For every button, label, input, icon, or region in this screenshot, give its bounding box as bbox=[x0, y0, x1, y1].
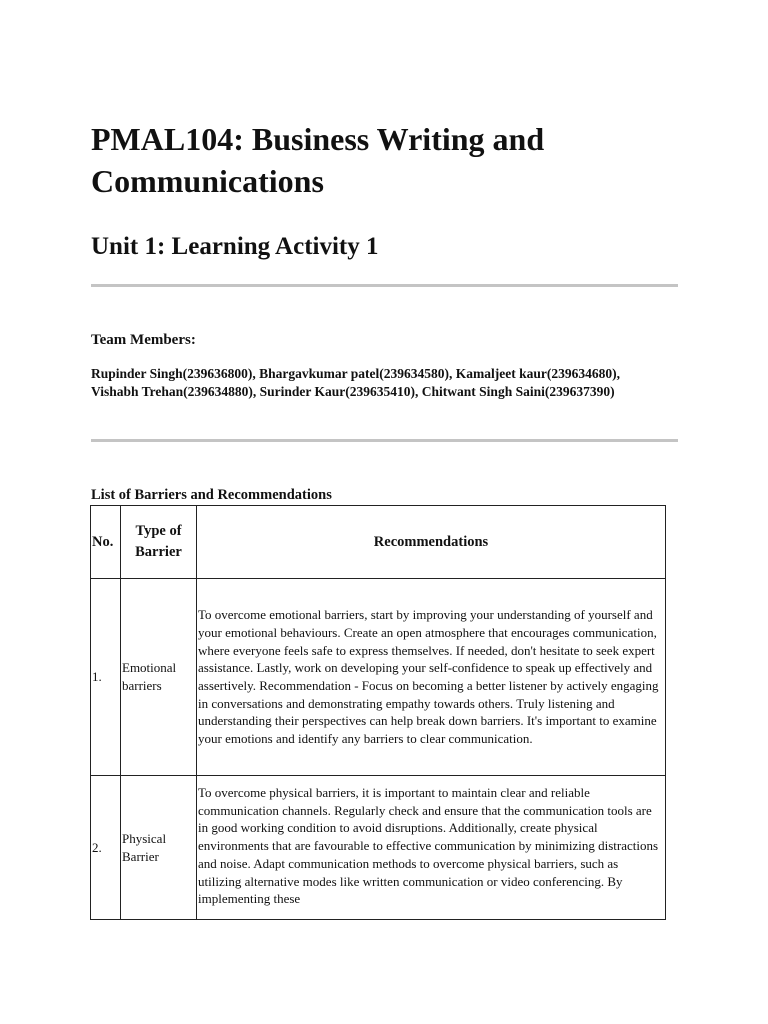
course-title: PMAL104: Business Writing and Communications bbox=[91, 121, 545, 199]
table-row bbox=[91, 776, 666, 920]
team-members-label: Team Members: bbox=[91, 332, 196, 348]
table-row bbox=[91, 579, 666, 776]
row-number: 2. bbox=[91, 776, 121, 920]
recommendation-text: To overcome emotional barriers, start by improving your understanding of yourself and your emotional behaviours. Create an open atmosphere that encourages communication, where everyone feels safe to express themselves. If needed, don't hesitate to seek expert assistance. Lastly, work on developing your self-confidence to speak up effectively and assertively. Recommendation - Focus on becoming a better listener by actively engaging in conversations and demonstrating empathy towards others. Truly listening and understanding their perspectives can help break down barriers. It's important to examine your emotions and identify any barriers to clear communication. bbox=[197, 579, 666, 776]
divider-bottom bbox=[91, 439, 678, 442]
header-type-of-barrier: Type of Barrier bbox=[121, 506, 197, 579]
row-number: 1. bbox=[91, 579, 121, 776]
header-recommendations: Recommendations bbox=[197, 506, 666, 579]
barrier-type: Physical Barrier bbox=[121, 776, 197, 920]
divider-top bbox=[91, 284, 678, 287]
table-header-row bbox=[91, 506, 666, 579]
team-members-list: Rupinder Singh(239636800), Bhargavkumar patel(239634580), Kamaljeet kaur(239634680), Vishabh Trehan(239634880), Surinder Kaur(239635410), Chitwant Singh Saini(239637390) bbox=[91, 366, 621, 399]
table-caption: List of Barriers and Recommendations bbox=[91, 487, 332, 503]
recommendation-cell bbox=[197, 776, 666, 920]
unit-title: Unit 1: Learning Activity 1 bbox=[91, 233, 379, 260]
barrier-type: Emotional barriers bbox=[121, 579, 197, 776]
header-no: No. bbox=[91, 506, 121, 579]
recommendation-text: To overcome physical barriers, it is important to maintain clear and reliable communication channels. Regularly check and ensure that the communication tools are in good working condition to avoid disruptions. Additionally, create physical environments that are favourable to effective communication by minimizing distractions and noise. Adapt communication methods to overcome physical barriers, such as utilizing alternative modes like written communication or video conferencing. By implementing these bbox=[198, 785, 659, 907]
barriers-table bbox=[90, 505, 666, 920]
